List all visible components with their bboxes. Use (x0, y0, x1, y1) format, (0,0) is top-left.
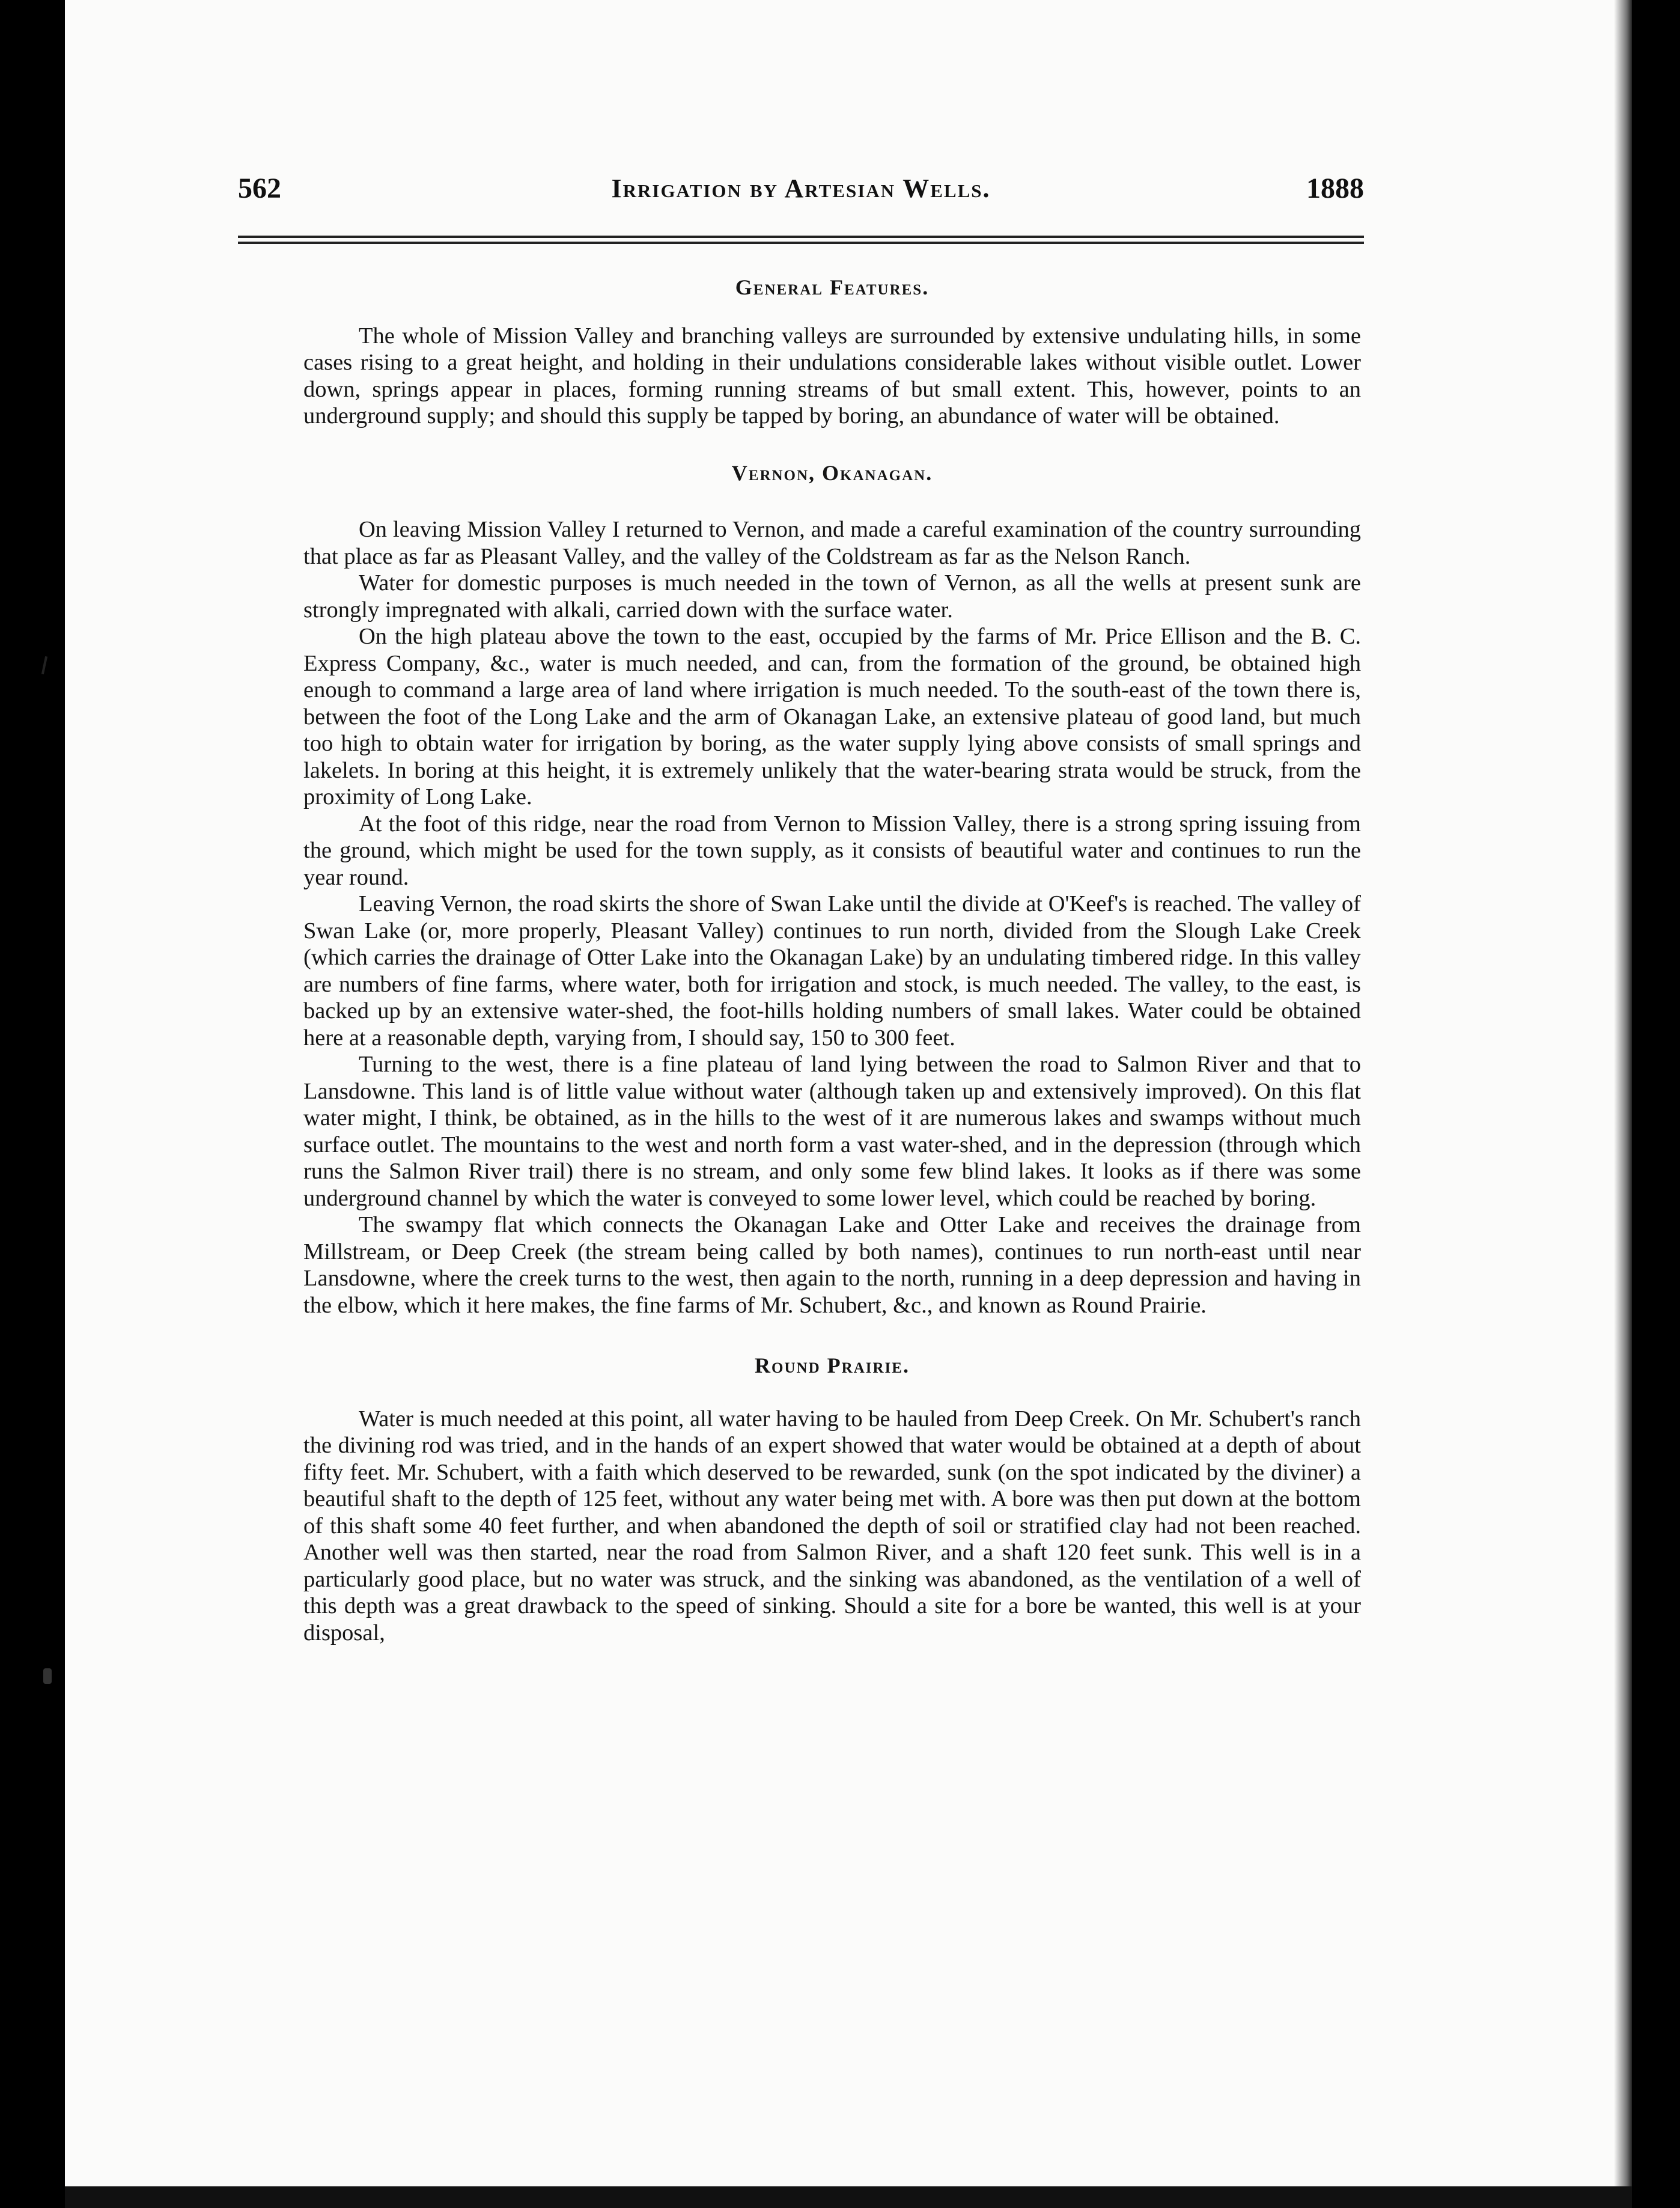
paragraph: Water for domestic purposes is much needed in the town of Vernon, as all the wells at present sunk are strongly impregnated with alkali, carried down with the surface water. (303, 570, 1361, 623)
paragraph: Turning to the west, there is a fine plateau of land lying between the road to Salmon River and that to Lansdowne. This land is of little value without water (although taken up and extensively improved). On this flat water might, I think, be obtained, as in the hills to the west of it are numerous lakes and swamps without much surface outlet. The mountains to the west and north form a vast water-shed, and in the depression (through which runs the Salmon River trail) there is no stream, and only some few blind lakes. It looks as if there was some underground channel by which the water is conveyed to some lower level, which could be reached by boring. (303, 1052, 1361, 1211)
paragraph: Leaving Vernon, the road skirts the shore of Swan Lake until the divide at O'Keef's is reached. The valley of Swan Lake (or, more properly, Pleasant Valley) continues to run north, divided from the Slough Lake Creek (which carries the drainage of Otter Lake into the Okanagan Lake) by an undulating timbered ridge. In this valley are numbers of fine farms, where water, both for irrigation and stock, is much needed. The valley, to the east, is backed up by an extensive water-shed, the foot-hills holding numbers of small lakes. Water could be obtained here at a reasonable depth, varying from, I should say, 150 to 300 feet. (303, 891, 1361, 1051)
paragraph: On the high plateau above the town to the east, occupied by the farms of Mr. Price Ellison and the B. C. Express Company, &c., water is much needed, and can, from the formation of the ground, be obtained high enough to command a large area of land where irrigation is much needed. To the south-east of the town there is, between the foot of the Long Lake and the arm of Okanagan Lake, an extensive plateau of good land, but much too high to obtain water for irrigation by boring, as the water supply lying above consists of small springs and lakelets. In boring at this height, it is extremely unlikely that the water-bearing strata would be struck, from the proximity of Long Lake. (303, 624, 1361, 810)
header-year: 1888 (1306, 172, 1364, 204)
paragraph: Water is much needed at this point, all water having to be hauled from Deep Creek. On Mr. Schubert's ranch the divining rod was tried, and in the hands of an expert showed that water would be obtained at a depth of about fifty feet. Mr. Schubert, with a faith which deserved to be rewarded, sunk (on the spot indicated by the diviner) a beautiful shaft to the depth of 125 feet, without any water being met with. A bore was then put down at the bottom of this shaft some 40 feet further, and when abandoned the depth of soil or stratified clay had not been reached. Another well was then started, near the road from Salmon River, and a shaft 120 feet sunk. This well is in a particularly good place, but no water was struck, and the sinking was abandoned, as the ventilation of a well of this depth was a great drawback to the speed of sinking. Should a site for a bore be wanted, this well is at your disposal, (303, 1406, 1361, 1645)
page-number: 562 (238, 172, 281, 204)
paragraph: The whole of Mission Valley and branching valleys are surrounded by extensive undulating hills, in some cases rising to a great height, and holding in their undulations considerable lakes without visible outlet. Lower down, springs appear in places, forming running streams of but small extent. This, however, points to an underground supply; and should this supply be tapped by boring, an abundance of water will be obtained. (303, 323, 1361, 428)
section-heading-general-features: General Features. (735, 275, 930, 299)
margin-ink-mark (41, 656, 47, 674)
margin-ink-blot (43, 1668, 52, 1684)
page-edge-shadow (1614, 0, 1632, 2208)
paragraph: The swampy flat which connects the Okanagan Lake and Otter Lake and receives the drainage from Millstream, or Deep Creek (the stream being called by both names), continues to run north-east until near Lansdowne, where the creek turns to the west, then again to the north, running in a deep depression and having in the elbow, which it here makes, the fine farms of Mr. Schubert, &c., and known as Round Prairie. (303, 1212, 1361, 1318)
paragraph: On leaving Mission Valley I returned to Vernon, and made a careful examination of the country surrounding that place as far as Pleasant Valley, and the valley of the Coldstream as far as the Nelson Ranch. (303, 517, 1361, 569)
running-header (238, 172, 1364, 208)
paragraph: At the foot of this ridge, near the road from Vernon to Mission Valley, there is a strong spring issuing from the ground, which might be used for the town supply, as it consists of beautiful water and continues to run the year round. (303, 811, 1361, 890)
page-body (303, 274, 1361, 1646)
running-title: Irrigation by Artesian Wells. (611, 174, 991, 203)
section-heading-round-prairie: Round Prairie. (755, 1353, 910, 1377)
section-heading-vernon-okanagan: Vernon, Okanagan. (731, 460, 933, 485)
page-bottom-edge (65, 2186, 1632, 2208)
header-double-rule (238, 236, 1364, 244)
